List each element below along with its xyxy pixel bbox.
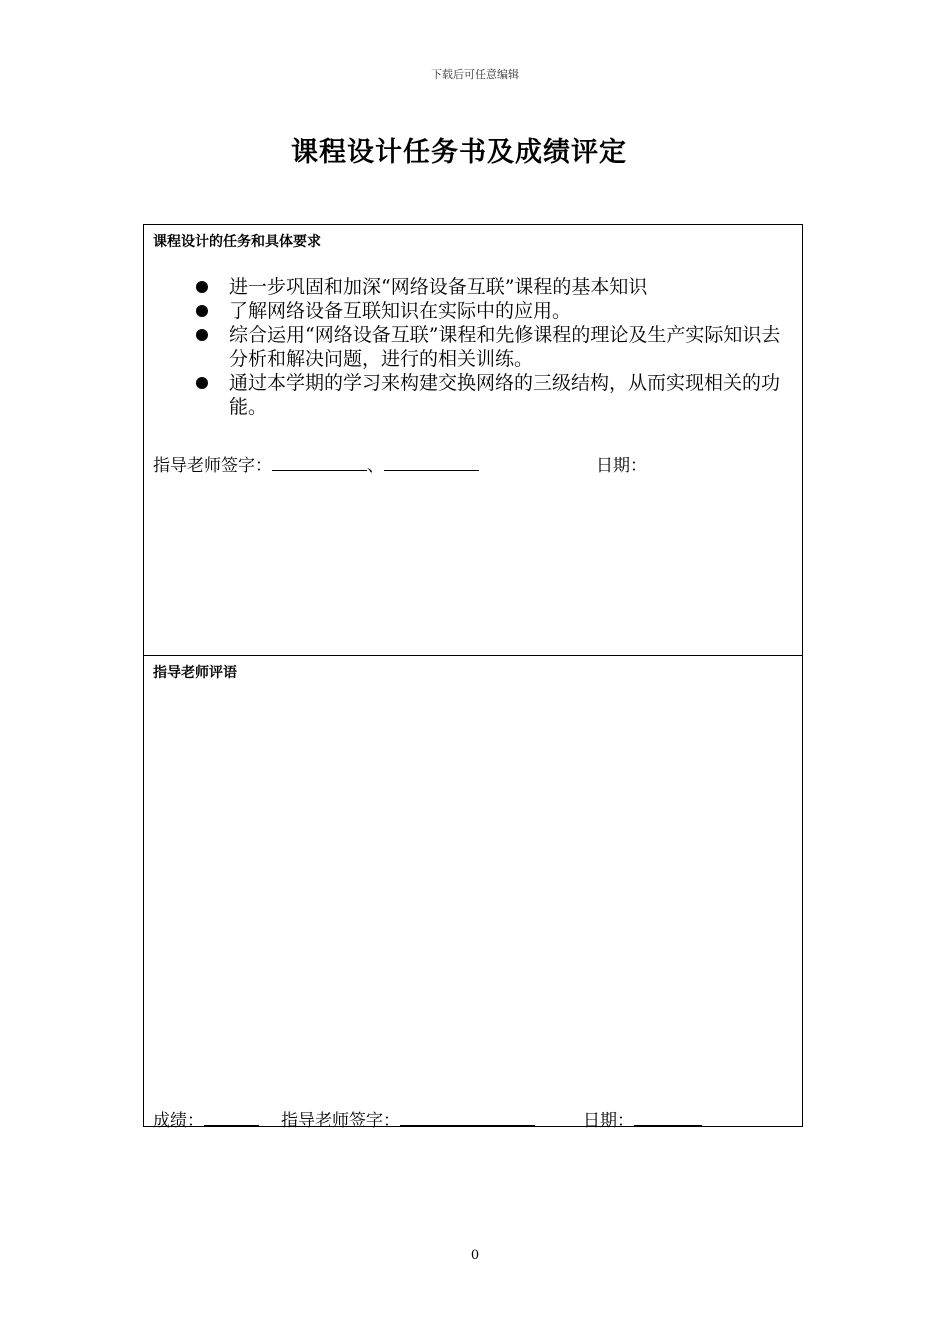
task-item-text: 通过本学期的学习来构建交换网络的三级结构，从而实现相关的功能。 bbox=[229, 372, 781, 418]
list-item bbox=[194, 371, 798, 419]
header-note: 下载后可任意编辑 bbox=[431, 68, 519, 81]
list-item bbox=[194, 323, 798, 371]
list-item bbox=[194, 275, 798, 299]
list-item bbox=[194, 299, 798, 323]
signature-blank-1[interactable] bbox=[272, 469, 367, 471]
grade-label: 成绩： bbox=[153, 1111, 204, 1131]
task-requirements-cell bbox=[144, 225, 802, 656]
signature-blank[interactable] bbox=[400, 1124, 535, 1126]
signature-label: 指导老师签字： bbox=[153, 456, 272, 476]
task-item-text: 了解网络设备互联知识在实际中的应用。 bbox=[229, 300, 572, 322]
bullet-icon bbox=[196, 329, 208, 341]
comment-section-heading: 指导老师评语 bbox=[153, 665, 237, 681]
teacher-comment-cell bbox=[144, 656, 802, 1131]
date-label: 日期： bbox=[583, 1111, 634, 1131]
bullet-icon bbox=[196, 377, 208, 389]
signature-label: 指导老师签字： bbox=[281, 1111, 400, 1131]
task-item-text: 进一步巩固和加深“网络设备互联”课程的基本知识 bbox=[229, 276, 648, 298]
signature-separator: 、 bbox=[367, 456, 384, 476]
teacher-signature-row bbox=[153, 451, 479, 476]
grade-blank[interactable] bbox=[204, 1124, 259, 1126]
bullet-icon bbox=[196, 305, 208, 317]
form-table bbox=[143, 224, 803, 1131]
task-list bbox=[194, 275, 798, 419]
task-item-text: 综合运用“网络设备互联”课程和先修课程的理论及生产实际知识去分析和解决问题，进行的相关训练。 bbox=[229, 324, 781, 370]
bullet-icon bbox=[196, 281, 208, 293]
document-title: 课程设计任务书及成绩评定 bbox=[291, 137, 627, 168]
signature-blank-2[interactable] bbox=[384, 469, 479, 471]
date-blank[interactable] bbox=[634, 1124, 702, 1126]
grade-signature-row bbox=[153, 1106, 702, 1131]
date-label: 日期： bbox=[596, 456, 647, 476]
task-section-heading: 课程设计的任务和具体要求 bbox=[153, 234, 321, 250]
page-number: 0 bbox=[470, 1248, 480, 1263]
